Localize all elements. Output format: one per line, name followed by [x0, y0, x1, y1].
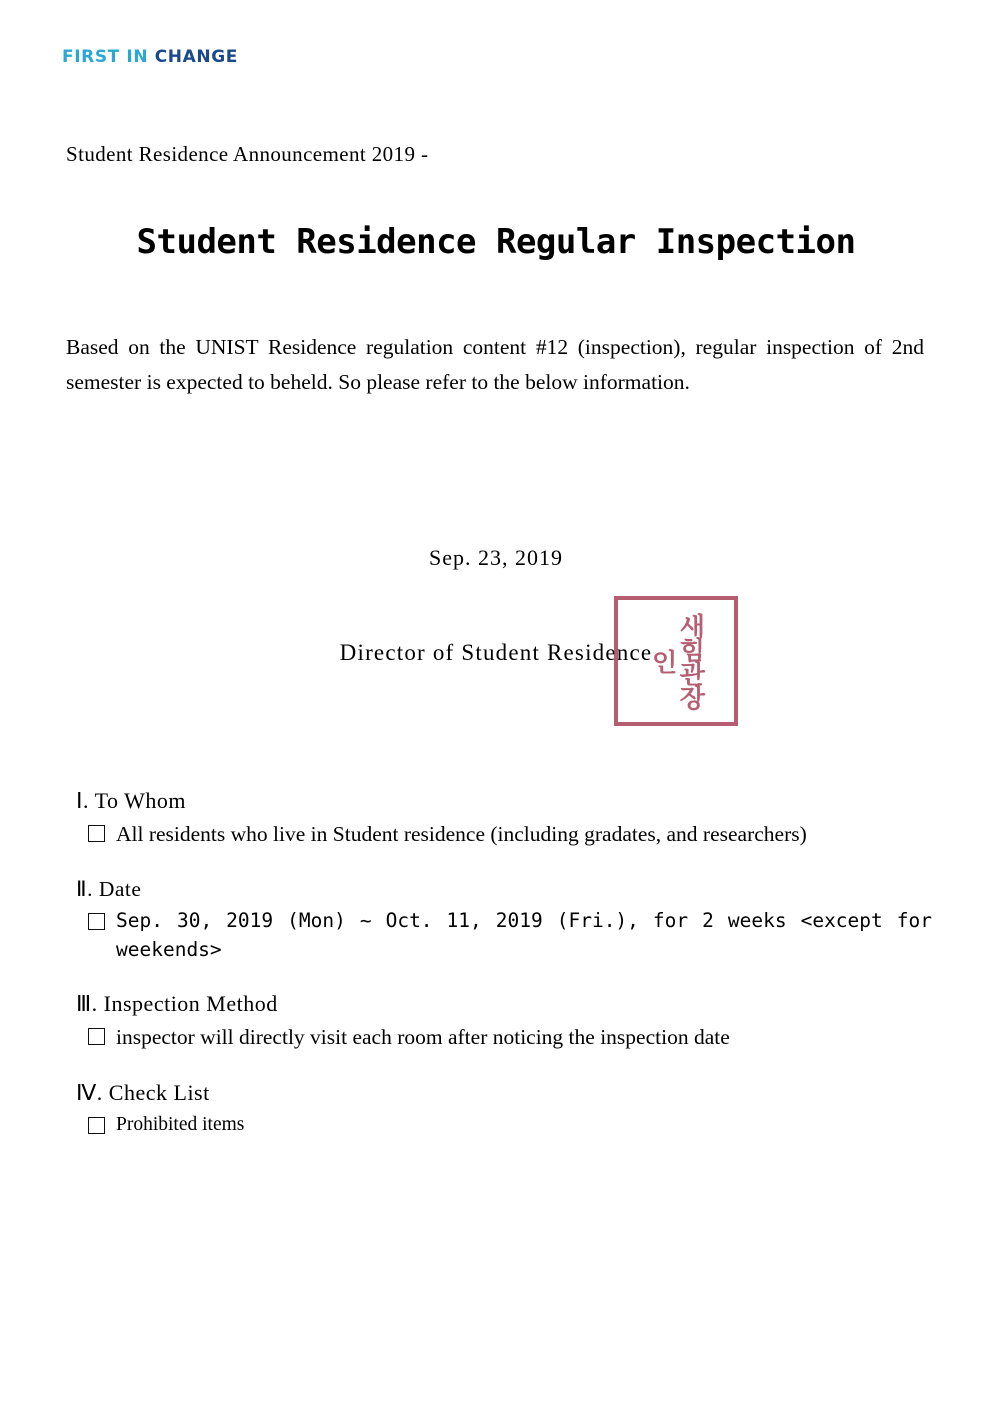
checklist-item — [66, 1110, 932, 1140]
checkbox-icon[interactable] — [88, 825, 105, 842]
checkbox-icon[interactable] — [88, 913, 105, 930]
section-heading: Ⅰ. To Whom — [76, 788, 186, 813]
checklist-item — [66, 818, 932, 851]
checklist-item-text: Prohibited items — [116, 1113, 245, 1135]
logo-word-in: IN — [126, 47, 149, 67]
section-heading: Ⅱ. Date — [76, 876, 142, 901]
intro-paragraph: Based on the UNIST Residence regulation content #12 (inspection), regular inspection of 2nd semester is expected to beheld. So please refer to the below information. — [66, 335, 924, 394]
checklist-item-text: inspector will directly visit each room after noticing the inspection date — [116, 1024, 730, 1049]
sections-container — [66, 788, 932, 1165]
checklist-item-text: All residents who live in Student residence (including gradates, and researchers) — [116, 822, 807, 846]
seal-text: 새힘관장인 — [647, 613, 706, 709]
brand-logo — [62, 47, 238, 67]
checklist-item — [66, 906, 932, 965]
checklist-item-text: Sep. 30, 2019 (Mon) ~ Oct. 11, 2019 (Fri.), for 2 weeks <except for weekends> — [116, 908, 932, 962]
section-inspection-method — [66, 991, 932, 1054]
checkbox-icon[interactable] — [88, 1117, 105, 1134]
checklist-item — [66, 1021, 932, 1054]
section-check-list — [66, 1080, 932, 1140]
official-seal-stamp — [614, 596, 738, 726]
section-heading: Ⅲ. Inspection Method — [76, 990, 278, 1016]
section-date — [66, 877, 932, 965]
logo-word-change: CHANGE — [154, 47, 238, 67]
section-heading: Ⅳ. Check List — [76, 1079, 210, 1105]
logo-word-first: FIRST — [62, 47, 120, 67]
checkbox-icon[interactable] — [88, 1028, 105, 1045]
signer-title: Director of Student Residence — [339, 640, 653, 665]
section-to-whom — [66, 788, 932, 851]
issue-date: Sep. 23, 2019 — [429, 545, 563, 570]
document-kicker: Student Residence Announcement 2019 - — [66, 142, 429, 166]
page-title: Student Residence Regular Inspection — [136, 222, 856, 262]
